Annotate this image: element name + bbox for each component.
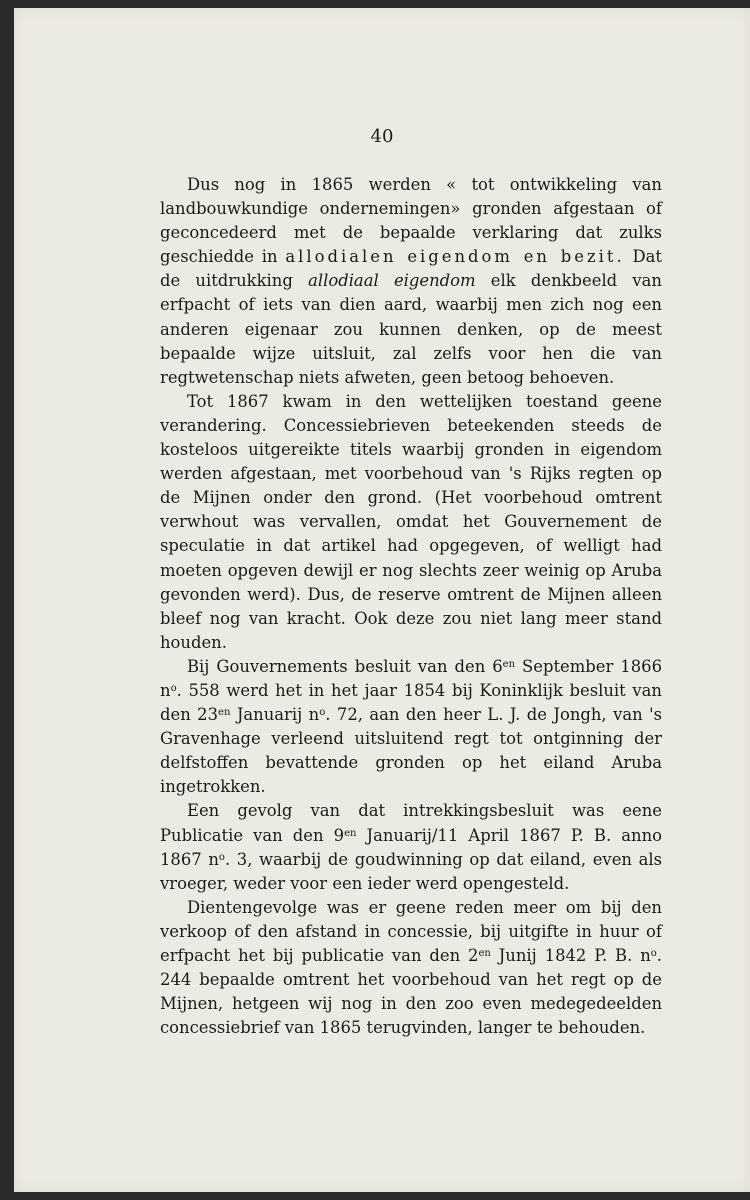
paragraph-3-text-b: September 1866 n xyxy=(160,656,662,700)
paragraph-3-text-d: Januarij n xyxy=(230,705,320,725)
paragraph-3-text-c: . 558 werd het in het jaar 1854 bij Koninklijk besluit van den 23 xyxy=(160,680,662,725)
paragraph-4-text-a: Een gevolg van dat intrekkingsbesluit was eene Publicatie van den 9 xyxy=(160,801,662,845)
paragraph-2: Tot 1867 kwam in den wettelijken toestand geene verandering. Concessiebrieven beteekenden steeds de kosteloos uitgereikte titels waarbij gronden in eigendom werden afgestaan, met voorbehoud van 's Rijks regten op de Mijnen onder den grond. (Het voorbehoud omtrent verwhout was vervallen, omdat het Gouvernement de speculatie in dat artikel had opgegeven, of welligt had moeten opgeven dewijl er nog slechts zeer weinig op Aruba gevonden werd). Dus, de reserve omtrent de Mijnen alleen bleef nog van kracht. Ook deze zou niet lang meer stand houden. xyxy=(160,391,662,652)
page-number: 40 xyxy=(370,126,394,147)
paragraph-3-sup-1: en xyxy=(502,658,516,670)
paragraph-1-text-a: Dus nog in 1865 werden « tot ontwikkeling van landbouwkundige ondernemingen» gronden afgestaan of geconcedeerd met de bepaalde verklaring dat zulks geschiedde in xyxy=(160,175,662,267)
paragraph-5-text-a: Dientengevolge was er geene reden meer om bij den verkoop of den afstand in concessie, bij uitgifte in huur of erfpacht het bij publicatie van den 2 xyxy=(160,897,662,965)
paragraph-1-italic-term: allodiaal eigendom xyxy=(308,271,476,291)
paragraph-3-sup-4: o xyxy=(319,707,326,719)
paragraph-4 xyxy=(160,799,662,895)
paragraph-5-sup-2: o xyxy=(650,948,657,959)
paragraph-4-text-b: Januarij/11 April 1867 P. B. anno 1867 n xyxy=(160,825,663,869)
text-body xyxy=(160,173,662,1040)
paragraph-3-sup-2: o xyxy=(170,682,177,694)
paragraph-5-sup-1: en xyxy=(478,948,491,959)
paragraph-4-text-c: . 3, waarbij de goudwinning op dat eiland, even als vroeger, weder voor een ieder werd opengesteld. xyxy=(160,849,663,893)
paragraph-1-spaced-emphasis: allodialen eigendom en bezit. xyxy=(285,247,625,267)
paragraph-1-text-c: elk denkbeeld van erfpacht of iets van dien aard, waarbij men zich nog een anderen eigenaar zou kunnen denken, op de meest bepaalde wijze uitsluit, zal zelfs voor hen die van regtwetenschap niets afweten, geen betoog behoeven. xyxy=(160,271,662,387)
paragraph-5-text-c: . 244 bepaalde omtrent het voorbehoud van het regt op de Mijnen, hetgeen wij nog in den zoo even medegedeelden concessiebrief van 1865 terugvinden, langer te behouden. xyxy=(160,946,663,1038)
paragraph-4-sup-1: en xyxy=(344,827,357,839)
paragraph-1 xyxy=(160,173,662,390)
paragraph-3-text-a: Bij Gouvernements besluit van den 6 xyxy=(187,656,503,676)
paragraph-5-text-b: Junij 1842 P. B. n xyxy=(490,946,651,965)
book-page xyxy=(14,8,750,1192)
paragraph-3-sup-3: en xyxy=(218,707,231,719)
paragraph-1-text-b: Dat de uitdrukking xyxy=(160,247,662,291)
paragraph-4-sup-2: o xyxy=(218,851,225,863)
paragraph-5 xyxy=(160,896,662,1041)
paragraph-3-text-e: . 72, aan den heer L. J. de Jongh, van 's Gravenhage verleend uitsluitend regt tot ontginning der delfstoffen bevattende gronden op het eiland Aruba ingetrokken. xyxy=(160,705,662,797)
paragraph-3 xyxy=(160,655,662,800)
